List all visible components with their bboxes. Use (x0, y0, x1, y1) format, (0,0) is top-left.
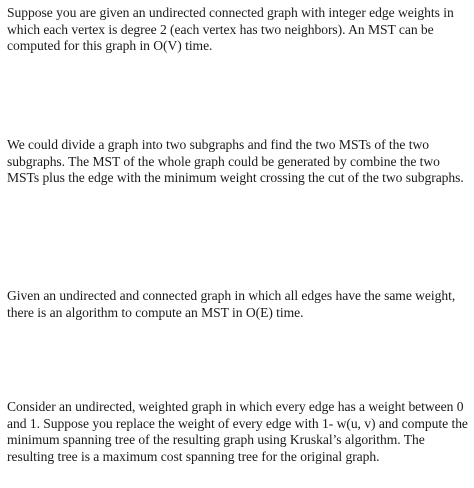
statement-2-divide-subgraphs-mst: We could divide a graph into two subgraphs and find the two MSTs of the two subgraphs. The MST of the whole graph could be generated by combine the two MSTs plus the edge with the minimum weight crossing the cut of the two subgraphs. (7, 137, 464, 186)
statement-3-equal-weight-mst: Given an undirected and connected graph in which all edges have the same weight, there is an algorithm to compute an MST in O(E) time. (7, 288, 456, 320)
statement-1-degree-two-graph-mst: Suppose you are given an undirected connected graph with integer edge weights in which each vertex is degree 2 (each vertex has two neighbors). An MST can be computed for this graph in O(V) time. (7, 5, 454, 54)
statement-4-maximum-spanning-tree: Consider an undirected, weighted graph in which every edge has a weight between 0 and 1. Suppose you replace the weight of every edge with 1- w(u, v) and compute the minimum spanning tree of the resulting graph using Kruskal’s algorithm. The resulting tree is a maximum cost spanning tree for the original graph. (7, 399, 468, 464)
